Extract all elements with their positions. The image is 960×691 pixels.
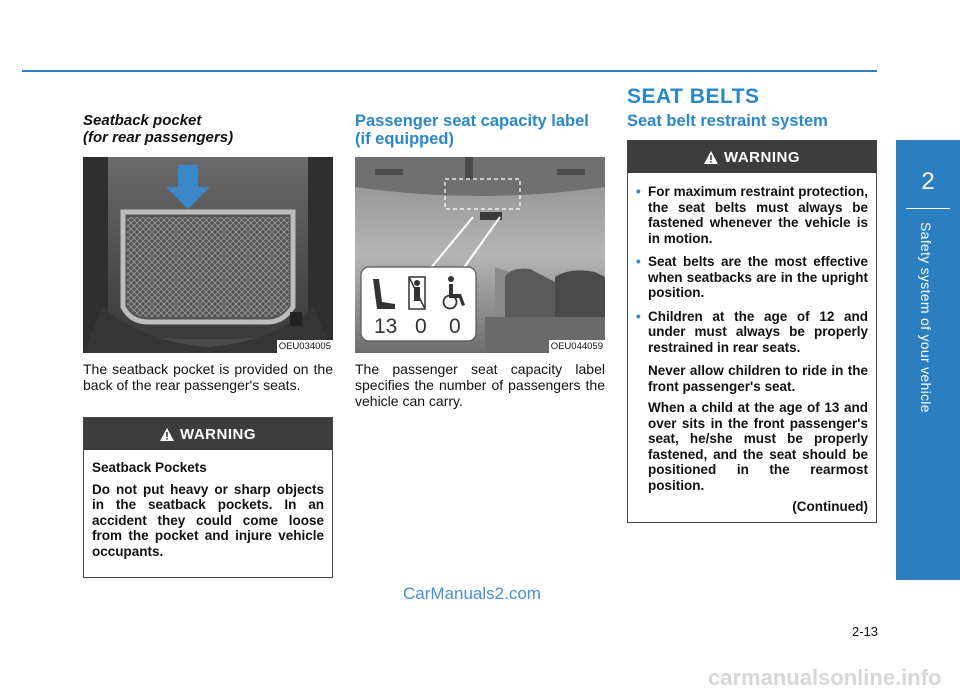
warning-triangle-icon — [160, 428, 174, 441]
watermark-carmanuals2[interactable]: CarManuals2.com — [403, 584, 541, 603]
capacity-label-child-value: 0 — [415, 315, 427, 338]
continued-label: (Continued) — [792, 499, 868, 514]
chapter-label: Safety system of your vehicle — [918, 222, 934, 413]
warning-bullet-item — [636, 309, 868, 356]
seatback-warning-box — [83, 417, 333, 578]
header-rule — [22, 70, 877, 72]
warning-bullet-text: For maximum restraint protection, the seat belts must always be fastened whenever the vehicle is in motion. — [648, 184, 868, 246]
chapter-tab — [896, 140, 960, 580]
warning-bullet-item — [636, 254, 868, 301]
warning-front-seat-text: Never allow children to ride in the front passenger's seat. — [648, 363, 868, 394]
seatback-pocket-heading-line2: (for rear passengers) — [83, 129, 234, 146]
image-code-oeu034005: OEU034005 — [278, 341, 331, 352]
capacity-label-wheelchair-value: 0 — [449, 315, 461, 338]
bullet-dot-icon: • — [636, 184, 641, 199]
seatback-pocket-heading-line1: Seatback pocket — [83, 112, 202, 129]
seat-capacity-photo — [355, 157, 605, 353]
warning-bullet-item — [636, 184, 868, 246]
seatback-warning-header — [84, 418, 332, 450]
seatback-pocket-heading — [83, 112, 233, 146]
seat-capacity-heading-line1: Passenger seat capacity label — [355, 112, 589, 130]
seatback-warning-title: WARNING — [180, 425, 256, 443]
seatback-pocket-description: The seatback pocket is provided on the back of the rear passenger's seats. — [83, 361, 333, 393]
warning-age-13-text: When a child at the age of 13 and over sits in the front passenger's seat, he/she must be properly fastened, and the seat should be positioned in the rearmost position. — [648, 400, 868, 493]
seat-belt-warning-box — [627, 140, 877, 523]
seat-belts-section-title: SEAT BELTS — [627, 85, 760, 108]
image-code-oeu044059: OEU044059 — [550, 341, 603, 352]
seat-capacity-description: The passenger seat capacity label specifies the number of passengers the vehicle can carry. — [355, 361, 605, 409]
warning-triangle-icon — [704, 151, 718, 164]
seat-belt-warning-title: WARNING — [724, 148, 800, 166]
seatback-pocket-illustration — [83, 157, 333, 353]
seatback-warning-text: Do not put heavy or sharp objects in the seatback pockets. In an accident they could come loose from the pocket and injure vehicle occupants. — [92, 481, 324, 559]
page-number: 2-13 — [851, 624, 878, 639]
seat-capacity-heading-line2: (if equipped) — [355, 130, 454, 148]
chapter-number: 2 — [921, 168, 935, 195]
warning-bullet-text: Children at the age of 12 and under must always be properly restrained in rear seats. — [648, 308, 868, 355]
capacity-label-seats-value: 13 — [374, 315, 398, 338]
seat-belt-warning-header — [628, 141, 876, 173]
seatback-pocket-photo — [83, 157, 333, 353]
chapter-divider — [906, 208, 950, 209]
seat-belt-warning-list — [636, 184, 868, 355]
watermark-carmanualsonline[interactable]: carmanualsonline.info — [708, 665, 942, 690]
bullet-dot-icon: • — [636, 254, 641, 269]
seat-belt-warning-content — [628, 173, 876, 521]
seat-belt-restraint-heading: Seat belt restraint system — [627, 112, 828, 130]
seatback-warning-content — [84, 450, 332, 571]
warning-bullet-text: Seat belts are the most effective when seatbacks are in the upright position. — [648, 254, 868, 300]
seatback-warning-subtitle: Seatback Pockets — [92, 460, 207, 475]
bullet-dot-icon: • — [636, 308, 641, 324]
seat-capacity-heading — [355, 112, 589, 148]
